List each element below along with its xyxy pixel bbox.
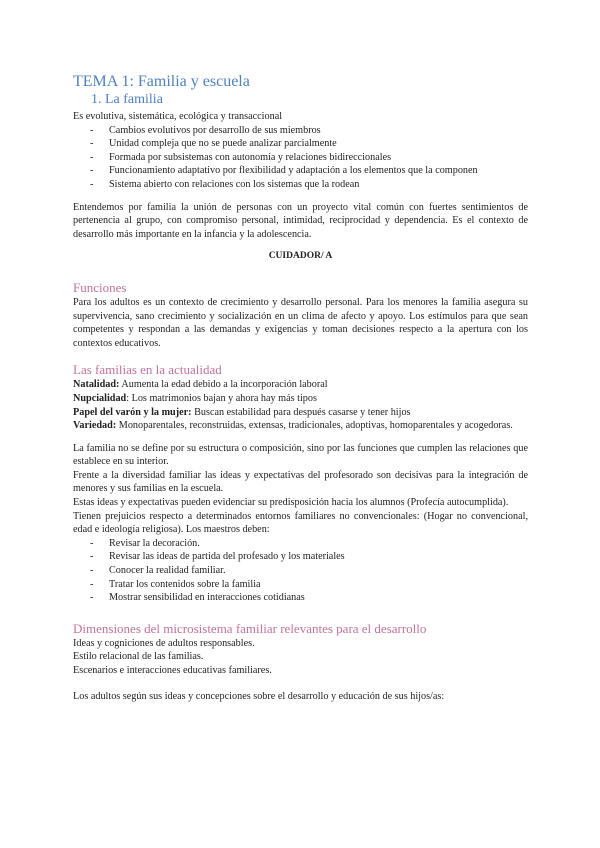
list-item: - Revisar la decoración. xyxy=(90,537,200,549)
section-title-la-familia: 1. La familia xyxy=(91,92,163,107)
dimension-line: Estilo relacional de las familias. xyxy=(73,651,204,663)
papel-line: Papel del varón y la mujer: Buscan estabilidad para después casarse y tener hijos xyxy=(73,406,411,418)
document-content xyxy=(73,72,528,703)
dash-bullet: - xyxy=(90,578,94,590)
page-title: TEMA 1: Familia y escuela xyxy=(73,73,250,90)
list-item: - Mostrar sensibilidad en interacciones cotidianas xyxy=(90,592,305,604)
dimension-line: Escenarios e interacciones educativas familiares. xyxy=(73,665,272,676)
heading-funciones: Funciones xyxy=(73,279,127,295)
heading-familias-actualidad: Las familias en la actualidad xyxy=(73,362,222,378)
dimension-line: Ideas y cogniciones de adultos responsables. xyxy=(73,637,255,649)
natalidad-line: Natalidad: Aumenta la edad debido a la incorporación laboral xyxy=(73,379,328,391)
dash-bullet: - xyxy=(90,178,94,190)
maestros-list xyxy=(73,537,528,605)
paragraph: Frente a la diversidad familiar las ideas y expectativas del profesorado son decisivas para la integración de menores y sus familias en la escuela. xyxy=(73,469,528,495)
intro-line: Es evolutiva, sistemática, ecológica y transaccional xyxy=(73,111,283,122)
list-item: - Cambios evolutivos por desarrollo de sus miembros xyxy=(90,124,321,136)
funciones-text: Para los adultos es un contexto de crecimiento y desarrollo personal. Para los menores la familia asegura su supervivencia, sano crecimiento y socialización en un clima de afecto y apoyo. Los estímulos para que sean competentes y respondan a las demandas y exigencias y toman decisiones respecto a la apertura con los contextos educativos. xyxy=(73,296,528,349)
family-definition: Entendemos por familia la unión de personas con un proyecto vital común con fuertes sentimientos de pertenencia al grupo, con compromiso personal, intimidad, reciprocidad y dependencia. Es el contexto de desarrollo más importante en la infancia y la adolescencia. xyxy=(73,201,528,240)
list-item: - Tratar los contenidos sobre la familia xyxy=(90,578,261,590)
list-item: - Revisar las ideas de partida del profesado y los materiales xyxy=(90,551,345,563)
dash-bullet: - xyxy=(90,592,94,604)
dash-bullet: - xyxy=(90,537,94,549)
paragraph: Tienen prejuicios respecto a determinados entornos familiares no convencionales: (Hogar no convencional, edad e ideología religiosa). Los maestros deben: xyxy=(73,510,528,536)
list-item: - Sistema abierto con relaciones con los sistemas que la rodean xyxy=(90,178,360,190)
heading-dimensiones: Dimensiones del microsistema familiar relevantes para el desarrollo xyxy=(73,620,427,636)
dash-bullet: - xyxy=(90,551,94,563)
caregiver-label: CUIDADOR/ A xyxy=(268,251,333,262)
intro-list xyxy=(73,124,528,192)
list-item: - Funcionamiento adaptativo por flexibilidad y adaptación a los elementos que la componen xyxy=(90,165,478,177)
list-item: - Formada por subsistemas con autonomía y relaciones bidireccionales xyxy=(90,151,392,163)
dash-bullet: - xyxy=(90,124,94,136)
closing-line: Los adultos según sus ideas y concepciones sobre el desarrollo y educación de sus hijos/as: xyxy=(73,690,445,702)
list-item: - Conocer la realidad familiar. xyxy=(90,565,226,577)
dash-bullet: - xyxy=(90,565,94,577)
dash-bullet: - xyxy=(90,151,94,163)
variedad-line: Variedad: Monoparentales, reconstruidas, extensas, tradicionales, adoptivas, homoparentales y acogedoras. xyxy=(73,420,513,432)
dash-bullet: - xyxy=(90,138,94,150)
list-item: - Unidad compleja que no se puede analizar parcialmente xyxy=(90,138,337,150)
nupcialidad-line: Nupcialidad: Los matrimonios bajan y ahora hay más tipos xyxy=(73,392,317,404)
dash-bullet: - xyxy=(90,165,94,177)
paragraph: La familia no se define por su estructura o composición, sino por las funciones que cumplen las relaciones que establece en su interior. xyxy=(73,442,528,468)
paragraph: Estas ideas y expectativas pueden evidenciar su predisposición hacia los alumnos (Profecía autocumplida). xyxy=(73,497,509,509)
